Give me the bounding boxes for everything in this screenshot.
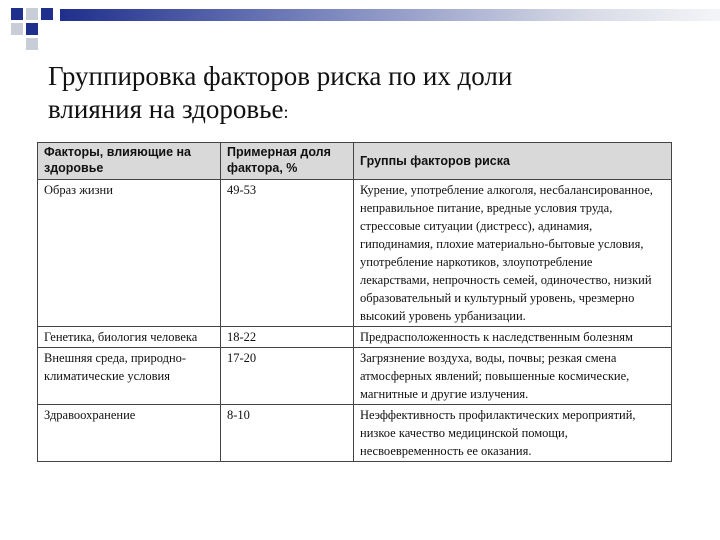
decor-square bbox=[11, 8, 23, 20]
decor-square bbox=[11, 23, 23, 35]
decor-top-bar bbox=[60, 9, 720, 21]
cell-groups: Загрязнение воздуха, воды, почвы; резкая смена атмосферных явлений; повышенные космические, магнитные и другие излучения. bbox=[354, 348, 672, 405]
cell-groups: Курение, употребление алкоголя, несбалансированное, неправильное питание, вредные условия труда, стрессовые ситуации (дистресс), адинамия, гиподинамия, плохие материально-бытовые условия, употребление наркотиков, злоупотребление лекарствами, непрочность семей, одиночество, низкий образовательный и культурный уровень, чрезмерно высокий уровень урбанизации. bbox=[354, 180, 672, 327]
title-line-1: Группировка факторов риска по их доли bbox=[48, 61, 513, 91]
header-factors: Факторы, влияющие на здоровье bbox=[38, 143, 221, 180]
cell-factor: Внешняя среда, природно-климатические условия bbox=[38, 348, 221, 405]
cell-groups: Неэффективность профилактических мероприятий, низкое качество медицинской помощи, несвоевременность ее оказания. bbox=[354, 405, 672, 462]
risk-factors-table-wrap bbox=[37, 142, 671, 462]
cell-share: 49-53 bbox=[221, 180, 354, 327]
table-row bbox=[38, 180, 672, 327]
decor-square bbox=[26, 23, 38, 35]
decor-square bbox=[41, 8, 53, 20]
cell-groups: Предрасположенность к наследственным болезням bbox=[354, 327, 672, 348]
slide-title bbox=[48, 60, 668, 129]
cell-factor: Генетика, биология человека bbox=[38, 327, 221, 348]
table-row bbox=[38, 348, 672, 405]
table-header-row bbox=[38, 143, 672, 180]
cell-factor: Здравоохранение bbox=[38, 405, 221, 462]
cell-share: 8-10 bbox=[221, 405, 354, 462]
header-share: Примерная доля фактора, % bbox=[221, 143, 354, 180]
cell-share: 18-22 bbox=[221, 327, 354, 348]
decor-square bbox=[26, 8, 38, 20]
title-line-2-text: влияния на здоровье bbox=[48, 94, 284, 124]
title-line-2 bbox=[48, 93, 668, 129]
header-groups: Группы факторов риска bbox=[354, 143, 672, 180]
title-colon: : bbox=[283, 102, 289, 122]
risk-factors-table bbox=[37, 142, 672, 462]
table-row bbox=[38, 327, 672, 348]
table-row bbox=[38, 405, 672, 462]
decor-square bbox=[26, 38, 38, 50]
cell-share: 17-20 bbox=[221, 348, 354, 405]
cell-factor: Образ жизни bbox=[38, 180, 221, 327]
